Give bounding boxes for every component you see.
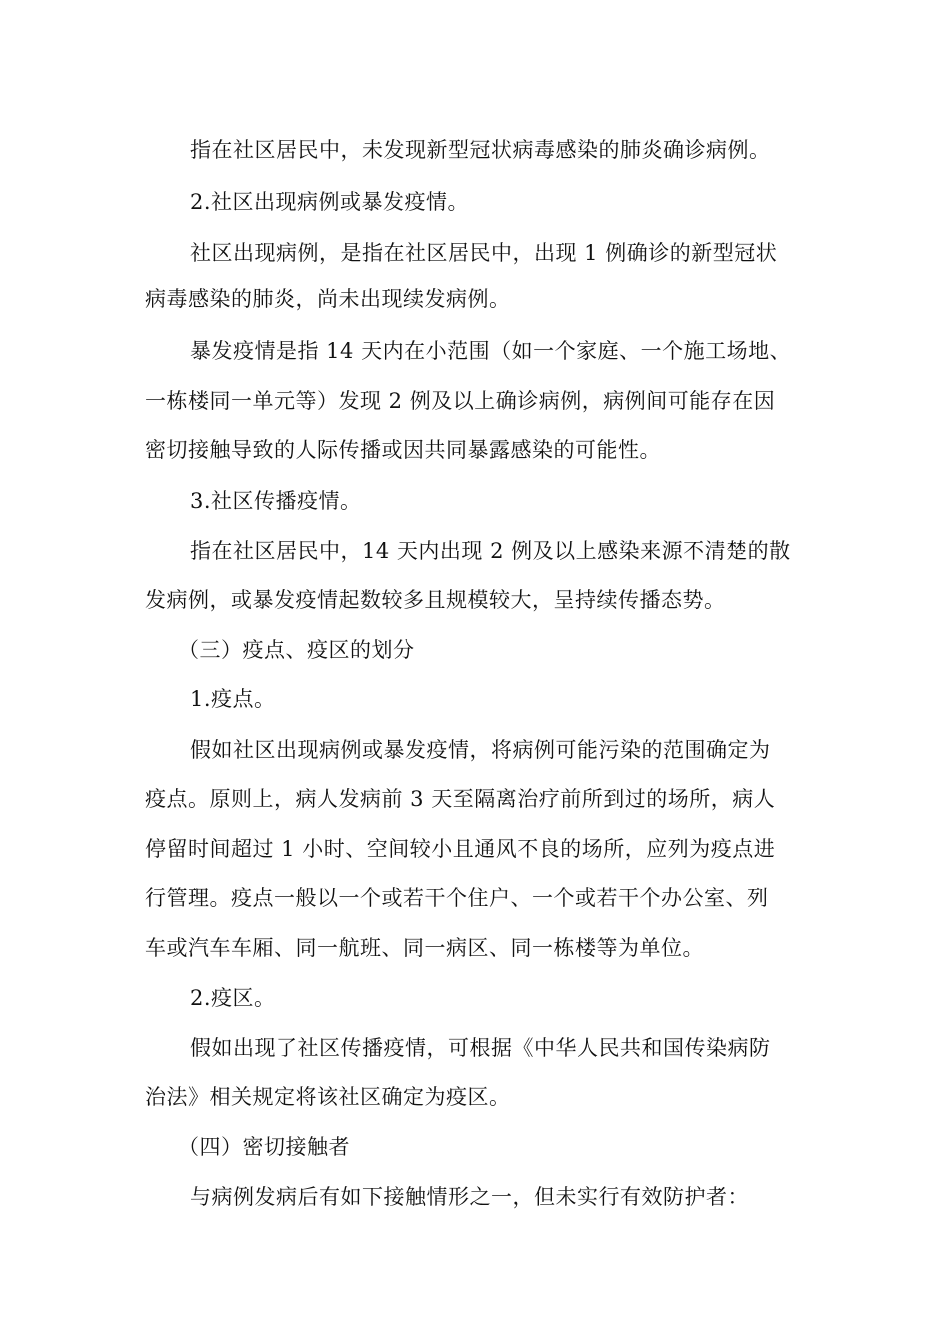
paragraph-line: 行管理。疫点一般以一个或若干个住户、一个或若干个办公室、列 (145, 886, 769, 910)
paragraph-line: 指在社区居民中，未发现新型冠状病毒感染的肺炎确诊病例。 (190, 138, 771, 162)
paragraph-line: 与病例发病后有如下接触情形之一，但未实行有效防护者： (190, 1185, 749, 1209)
paragraph-line: 疫点。原则上，病人发病前 3 天至隔离治疗前所到过的场所，病人 (145, 787, 776, 811)
paragraph-line: 假如社区出现病例或暴发疫情，将病例可能污染的范围确定为 (190, 738, 771, 762)
section-heading: 1.疫点。 (190, 687, 276, 711)
section-heading: 2.疫区。 (190, 986, 276, 1010)
section-heading: （四）密切接触者 (178, 1135, 350, 1159)
paragraph-line: 密切接触导致的人际传播或因共同暴露感染的可能性。 (145, 438, 661, 462)
paragraph-line: 车或汽车车厢、同一航班、同一病区、同一栋楼等为单位。 (145, 936, 704, 960)
paragraph-line: 社区出现病例，是指在社区居民中，出现 1 例确诊的新型冠状 (190, 241, 778, 265)
paragraph-line: 一栋楼同一单元等）发现 2 例及以上确诊病例，病例间可能存在因 (145, 389, 776, 413)
paragraph-line: 发病例，或暴发疫情起数较多且规模较大，呈持续传播态势。 (145, 588, 726, 612)
section-heading: （三）疫点、疫区的划分 (178, 638, 415, 662)
paragraph-line: 治法》相关规定将该社区确定为疫区。 (145, 1085, 511, 1109)
section-heading: 3.社区传播疫情。 (190, 489, 362, 513)
paragraph-line: 指在社区居民中，14 天内出现 2 例及以上感染来源不清楚的散 (190, 539, 791, 563)
paragraph-line: 停留时间超过 1 小时、空间较小且通风不良的场所，应列为疫点进 (145, 837, 776, 861)
section-heading: 2.社区出现病例或暴发疫情。 (190, 190, 470, 214)
paragraph-line: 暴发疫情是指 14 天内在小范围（如一个家庭、一个施工场地、 (190, 339, 792, 363)
paragraph-line: 假如出现了社区传播疫情，可根据《中华人民共和国传染病防 (190, 1036, 771, 1060)
paragraph-line: 病毒感染的肺炎，尚未出现续发病例。 (145, 287, 511, 311)
